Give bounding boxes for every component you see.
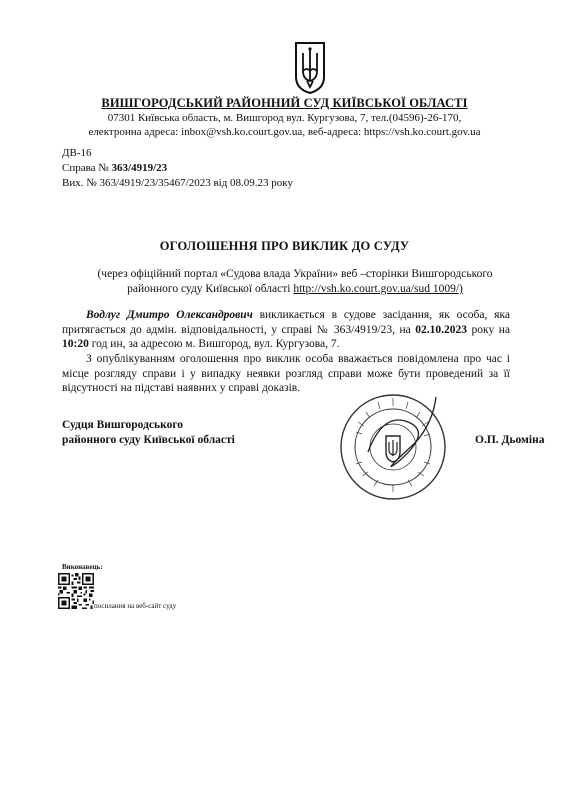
document-title: ОГОЛОШЕННЯ ПРО ВИКЛИК ДО СУДУ bbox=[159, 239, 410, 253]
case-line bbox=[62, 162, 167, 174]
case-number: 363/4919/23 bbox=[111, 162, 168, 174]
qr-note: посилання на веб-сайт суду bbox=[94, 602, 177, 610]
qr-code-icon[interactable] bbox=[58, 573, 94, 609]
publication-note bbox=[80, 267, 510, 297]
person-name: Водлуг Дмитро Олександрович bbox=[86, 309, 253, 321]
document-code: ДВ-16 bbox=[62, 147, 92, 159]
judge-title-line2: районного суду Київської області bbox=[62, 434, 235, 446]
summons-text-c: год ин, за адресою м. Вишгород, вул. Кургузова, 7. bbox=[88, 338, 340, 350]
court-link[interactable]: http://vsh.ko.court.gov.ua/sud 1009/) bbox=[293, 283, 463, 295]
summons-paragraph bbox=[62, 308, 510, 352]
consequence-paragraph bbox=[62, 352, 510, 396]
consequence-text: З опублікуванням оголошення про виклик особа вважається повідомлена про час і місце розгляду справи і у випадку неявки розгляд справи може бути проведений за її відсутності на підставі наявних у справі доказів. bbox=[62, 353, 510, 394]
hearing-date: 02.10.2023 bbox=[415, 323, 468, 336]
judge-name: О.П. Дьоміна bbox=[475, 434, 545, 446]
summons-text-a: викликається в судове засідання, як особа, яка притягається до адмін. відповідальності, у справі № 363/4919/23, на bbox=[62, 309, 510, 336]
summons-text-b: року на bbox=[467, 323, 511, 336]
judge-title bbox=[62, 418, 235, 448]
hearing-time: 10:20 bbox=[62, 338, 89, 350]
judge-title-line1: Судця Вишгородського bbox=[62, 419, 184, 431]
court-address: 07301 Київська область, м. Вишгород вул. Кургузова, 7, тел.(04596)-26-170, bbox=[107, 112, 462, 124]
executor-label: Виконавець: bbox=[62, 563, 103, 571]
outgoing-number: Вих. № 363/4919/23/35467/2023 від 08.09.23 року bbox=[62, 177, 293, 189]
court-seal-icon bbox=[338, 392, 448, 502]
court-contacts: електронна адреса: inbox@vsh.ko.court.gov.ua, веб-адреса: https://vsh.ko.court.gov.ua bbox=[88, 126, 481, 138]
coat-of-arms-icon bbox=[293, 41, 327, 95]
case-prefix: Справа № bbox=[62, 162, 112, 174]
court-name: ВИШГОРОДСЬКИЙ РАЙОННИЙ СУД КИЇВСЬКОЇ ОБЛАСТІ bbox=[101, 96, 468, 110]
publication-text: (через офіційний портал «Судова влада України» веб –сторінки Вишгородського районного суду Київської області bbox=[97, 268, 493, 295]
